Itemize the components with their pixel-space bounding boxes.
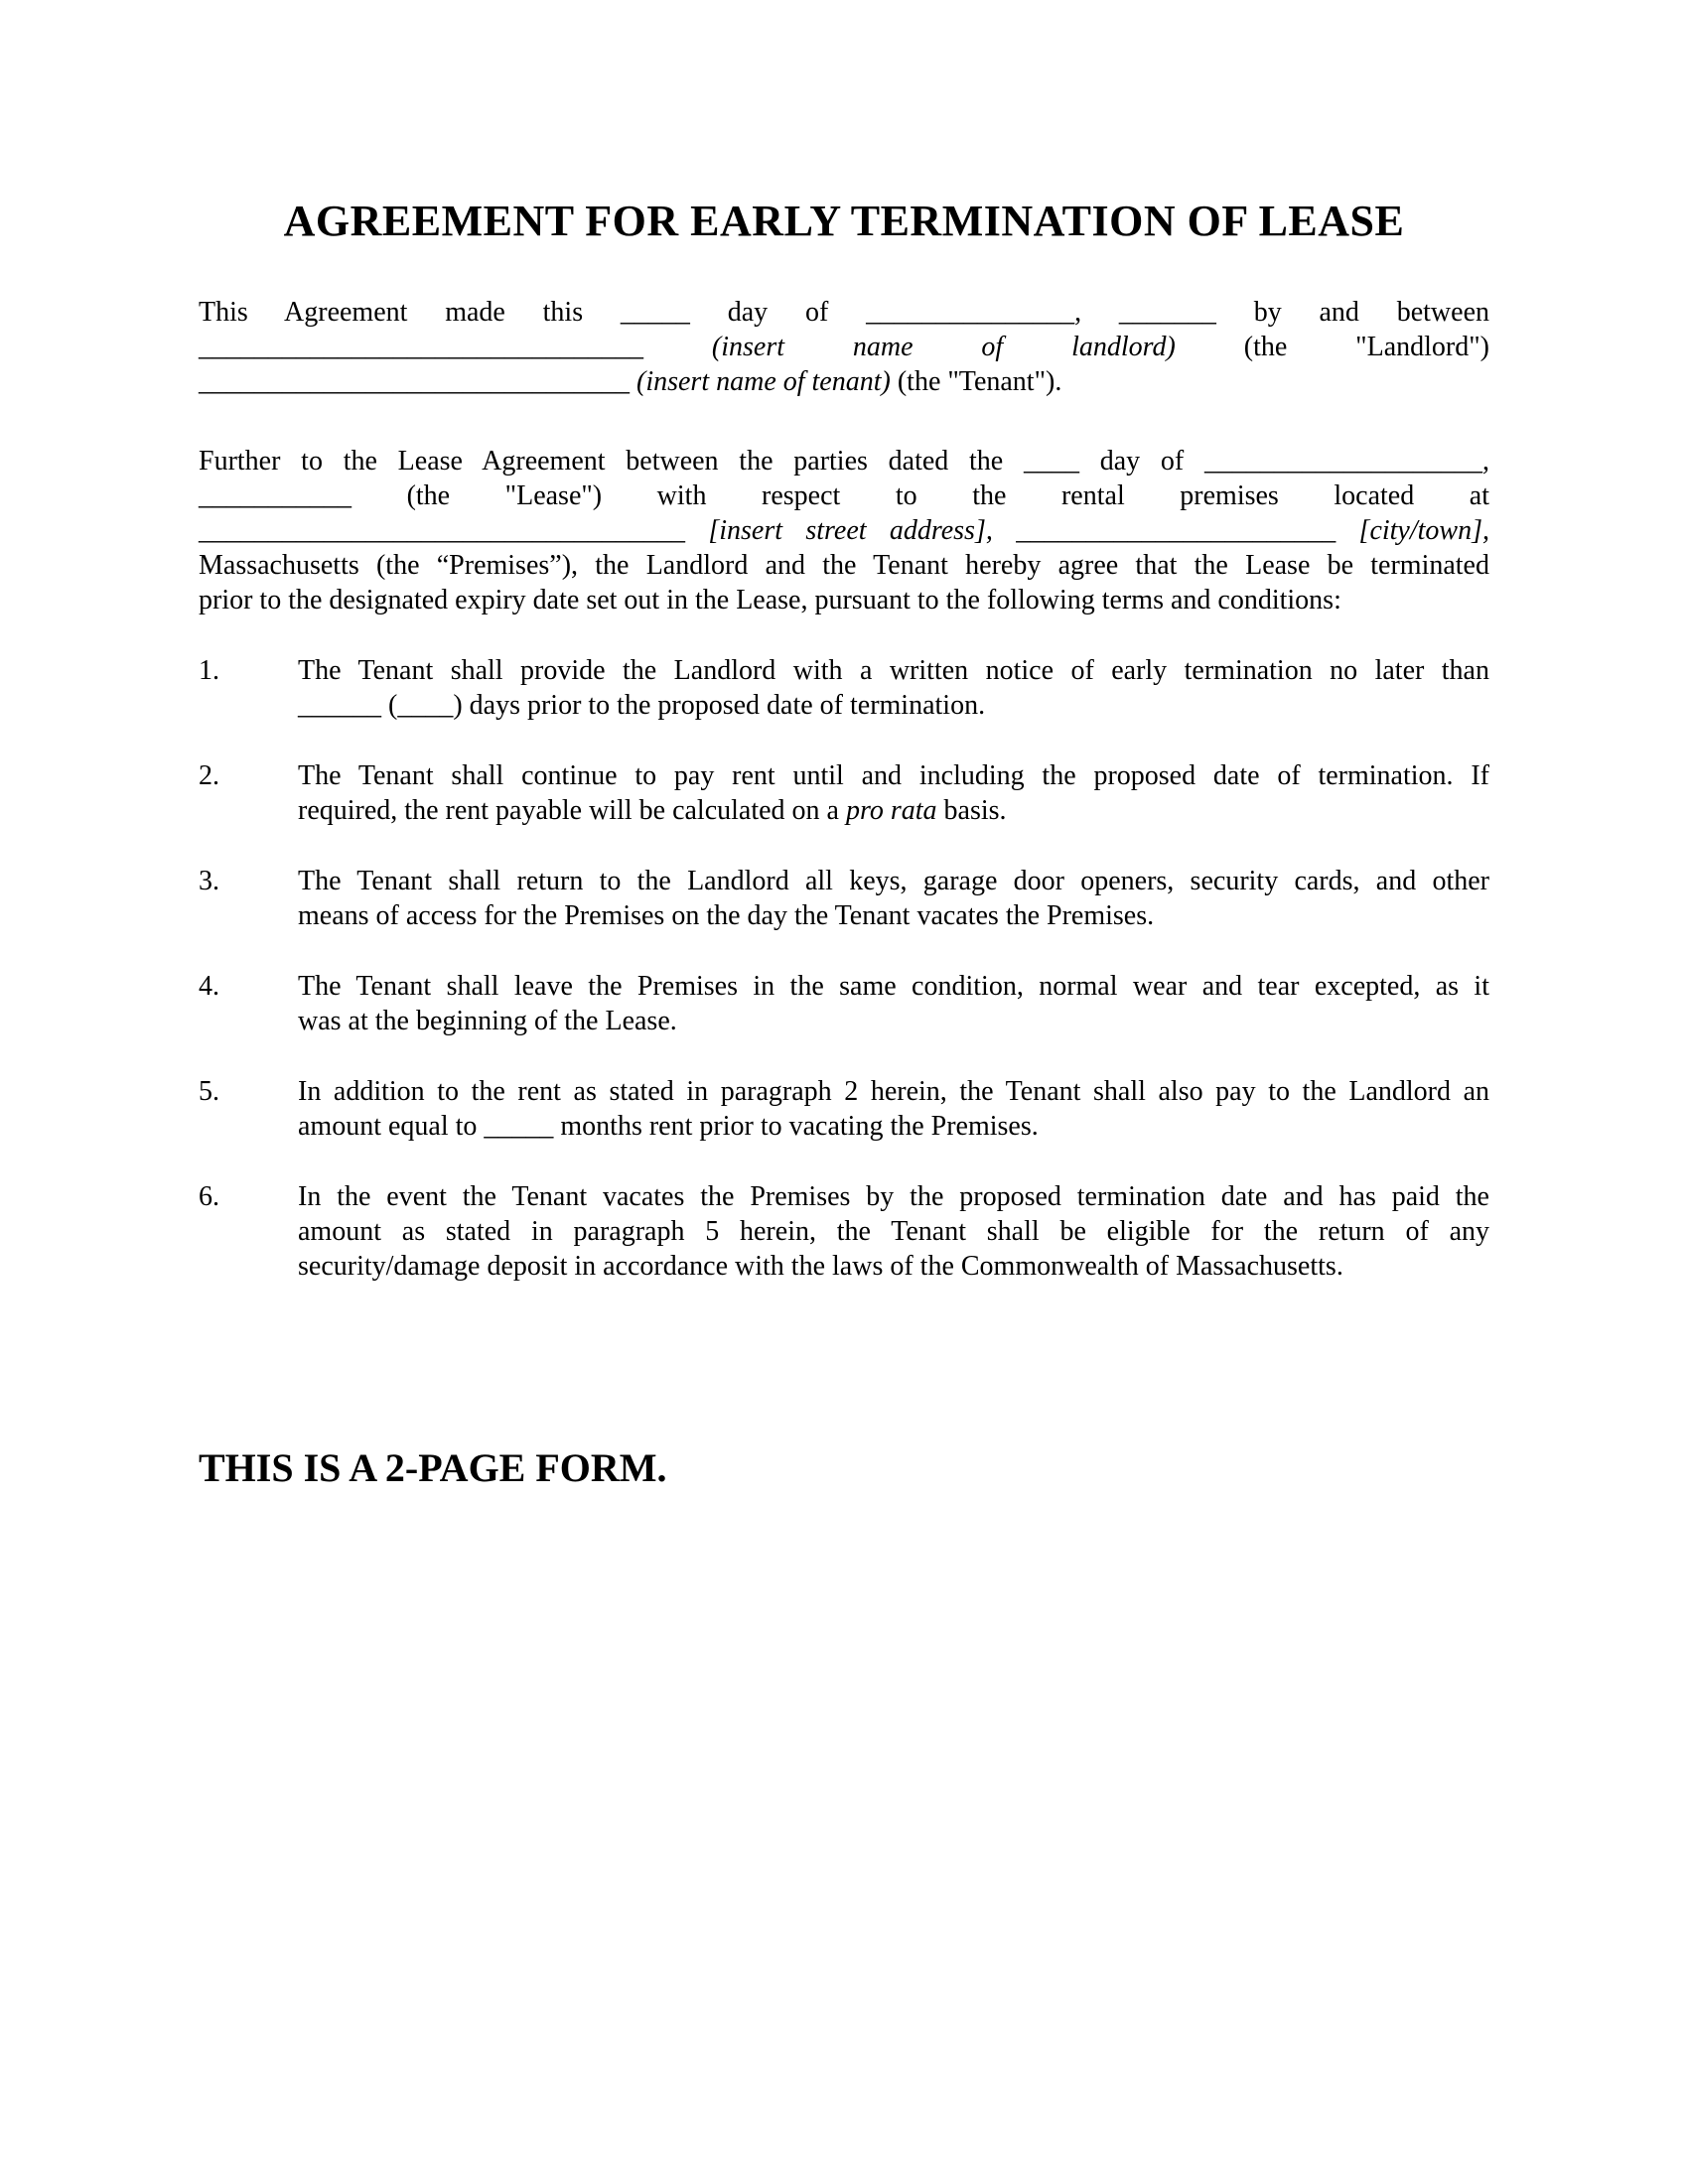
text-line (199, 444, 1489, 478)
item-text (298, 1074, 1489, 1144)
text-segment: amount equal to (298, 1111, 485, 1142)
text-segment: The Tenant shall return to the Landlord all keys, garage door openers, security cards, and other (298, 866, 1489, 896)
document-body (199, 295, 1489, 1284)
text-line (199, 583, 1489, 617)
blank-field: _______________________ (1016, 515, 1336, 546)
paragraph (199, 444, 1489, 617)
item-number: 4. (199, 971, 219, 1002)
text-segment: months rent prior to vacating the Premises. (553, 1111, 1039, 1142)
text-segment: The Tenant shall continue to pay rent until and including the proposed date of termination. If (298, 760, 1489, 791)
item-number: 3. (199, 866, 219, 896)
item-number: 1. (199, 655, 219, 686)
text-segment: This Agreement made this (199, 297, 621, 328)
text-line (298, 1179, 1489, 1214)
text-line (298, 793, 1489, 828)
blank-field: _______ (1118, 297, 1216, 328)
text-segment: pro rata (845, 795, 937, 826)
text-line (199, 513, 1489, 548)
blank-field: ______ (298, 690, 381, 721)
blank-field: ____ (1023, 446, 1079, 477)
blank-field: ___________________________________ (199, 515, 685, 546)
text-segment: Massachusetts (the “Premises”), the Landlord and the Tenant hereby agree that the Lease be terminated (199, 550, 1489, 581)
text-segment: amount as stated in paragraph 5 herein, the Tenant shall be eligible for the return of any (298, 1216, 1489, 1247)
text-segment: , (1481, 446, 1489, 477)
text-segment: (the "Lease") with respect to the rental premises located at (352, 480, 1489, 511)
text-line (298, 898, 1489, 933)
text-line (199, 330, 1489, 364)
text-line (298, 864, 1489, 898)
blank-field: _____ (484, 1111, 554, 1142)
text-line (298, 1074, 1489, 1109)
text-segment: means of access for the Premises on the day the Tenant vacates the Premises. (298, 900, 1155, 931)
paragraph (199, 295, 1489, 399)
document-title: AGREEMENT FOR EARLY TERMINATION OF LEASE (283, 197, 1405, 245)
item-number: 2. (199, 760, 219, 791)
item-number: 6. (199, 1181, 219, 1212)
text-segment: [city/town], (1336, 515, 1489, 546)
text-segment: was at the beginning of the Lease. (298, 1006, 677, 1036)
text-line (199, 478, 1489, 513)
text-segment: (insert name of landlord) (643, 332, 1176, 362)
text-segment: , (1074, 297, 1119, 328)
blank-field: ____ (397, 690, 454, 721)
text-segment: (insert name of tenant) (630, 366, 891, 397)
text-line (298, 758, 1489, 793)
text-line (298, 1214, 1489, 1249)
list-item (199, 864, 1489, 933)
text-segment: ) days prior to the proposed date of termination. (453, 690, 986, 721)
text-segment: by and between (1215, 297, 1490, 328)
list-item (199, 653, 1489, 723)
text-line (298, 1249, 1489, 1284)
text-segment: The Tenant shall leave the Premises in the same condition, normal wear and tear excepted, as it (298, 971, 1489, 1002)
text-segment: [insert street address], (685, 515, 1017, 546)
item-text (298, 969, 1489, 1038)
text-segment: day of (1078, 446, 1204, 477)
list-item (199, 1179, 1489, 1284)
text-segment: ( (381, 690, 398, 721)
text-segment: (the "Tenant"). (890, 366, 1062, 397)
text-line (298, 688, 1489, 723)
text-segment: In addition to the rent as stated in paragraph 2 herein, the Tenant shall also pay to the Landlord an (298, 1076, 1489, 1107)
page-count-note: THIS IS A 2-PAGE FORM. (199, 1445, 667, 1490)
text-line (199, 295, 1489, 330)
blank-field: _____ (620, 297, 690, 328)
blank-field: _______________ (866, 297, 1075, 328)
text-segment: In the event the Tenant vacates the Premises by the proposed termination date and has paid the (298, 1181, 1489, 1212)
list-item (199, 1074, 1489, 1144)
text-segment: security/damage deposit in accordance with the laws of the Commonwealth of Massachusetts. (298, 1251, 1343, 1282)
text-segment: Further to the Lease Agreement between the parties dated the (199, 446, 1024, 477)
text-line (199, 548, 1489, 583)
text-line (298, 1109, 1489, 1144)
blank-field: ________________________________ (199, 332, 643, 362)
text-line (298, 1004, 1489, 1038)
text-line (298, 969, 1489, 1004)
item-text (298, 653, 1489, 723)
text-segment: The Tenant shall provide the Landlord with a written notice of early termination no later than (298, 655, 1489, 686)
text-line (298, 653, 1489, 688)
blank-field: ___________ (199, 480, 352, 511)
blank-field: ____________________ (1203, 446, 1482, 477)
item-text (298, 758, 1489, 828)
text-line (199, 364, 1489, 399)
blank-field: _______________________________ (199, 366, 630, 397)
text-segment: basis. (936, 795, 1007, 826)
list-item (199, 758, 1489, 828)
item-text (298, 864, 1489, 933)
text-segment: prior to the designated expiry date set out in the Lease, pursuant to the following terms and conditions: (199, 585, 1341, 615)
item-text (298, 1179, 1489, 1284)
text-segment: required, the rent payable will be calculated on a (298, 795, 846, 826)
text-segment: day of (689, 297, 867, 328)
item-number: 5. (199, 1076, 219, 1107)
list-item (199, 969, 1489, 1038)
text-segment: (the "Landlord") (1175, 332, 1489, 362)
